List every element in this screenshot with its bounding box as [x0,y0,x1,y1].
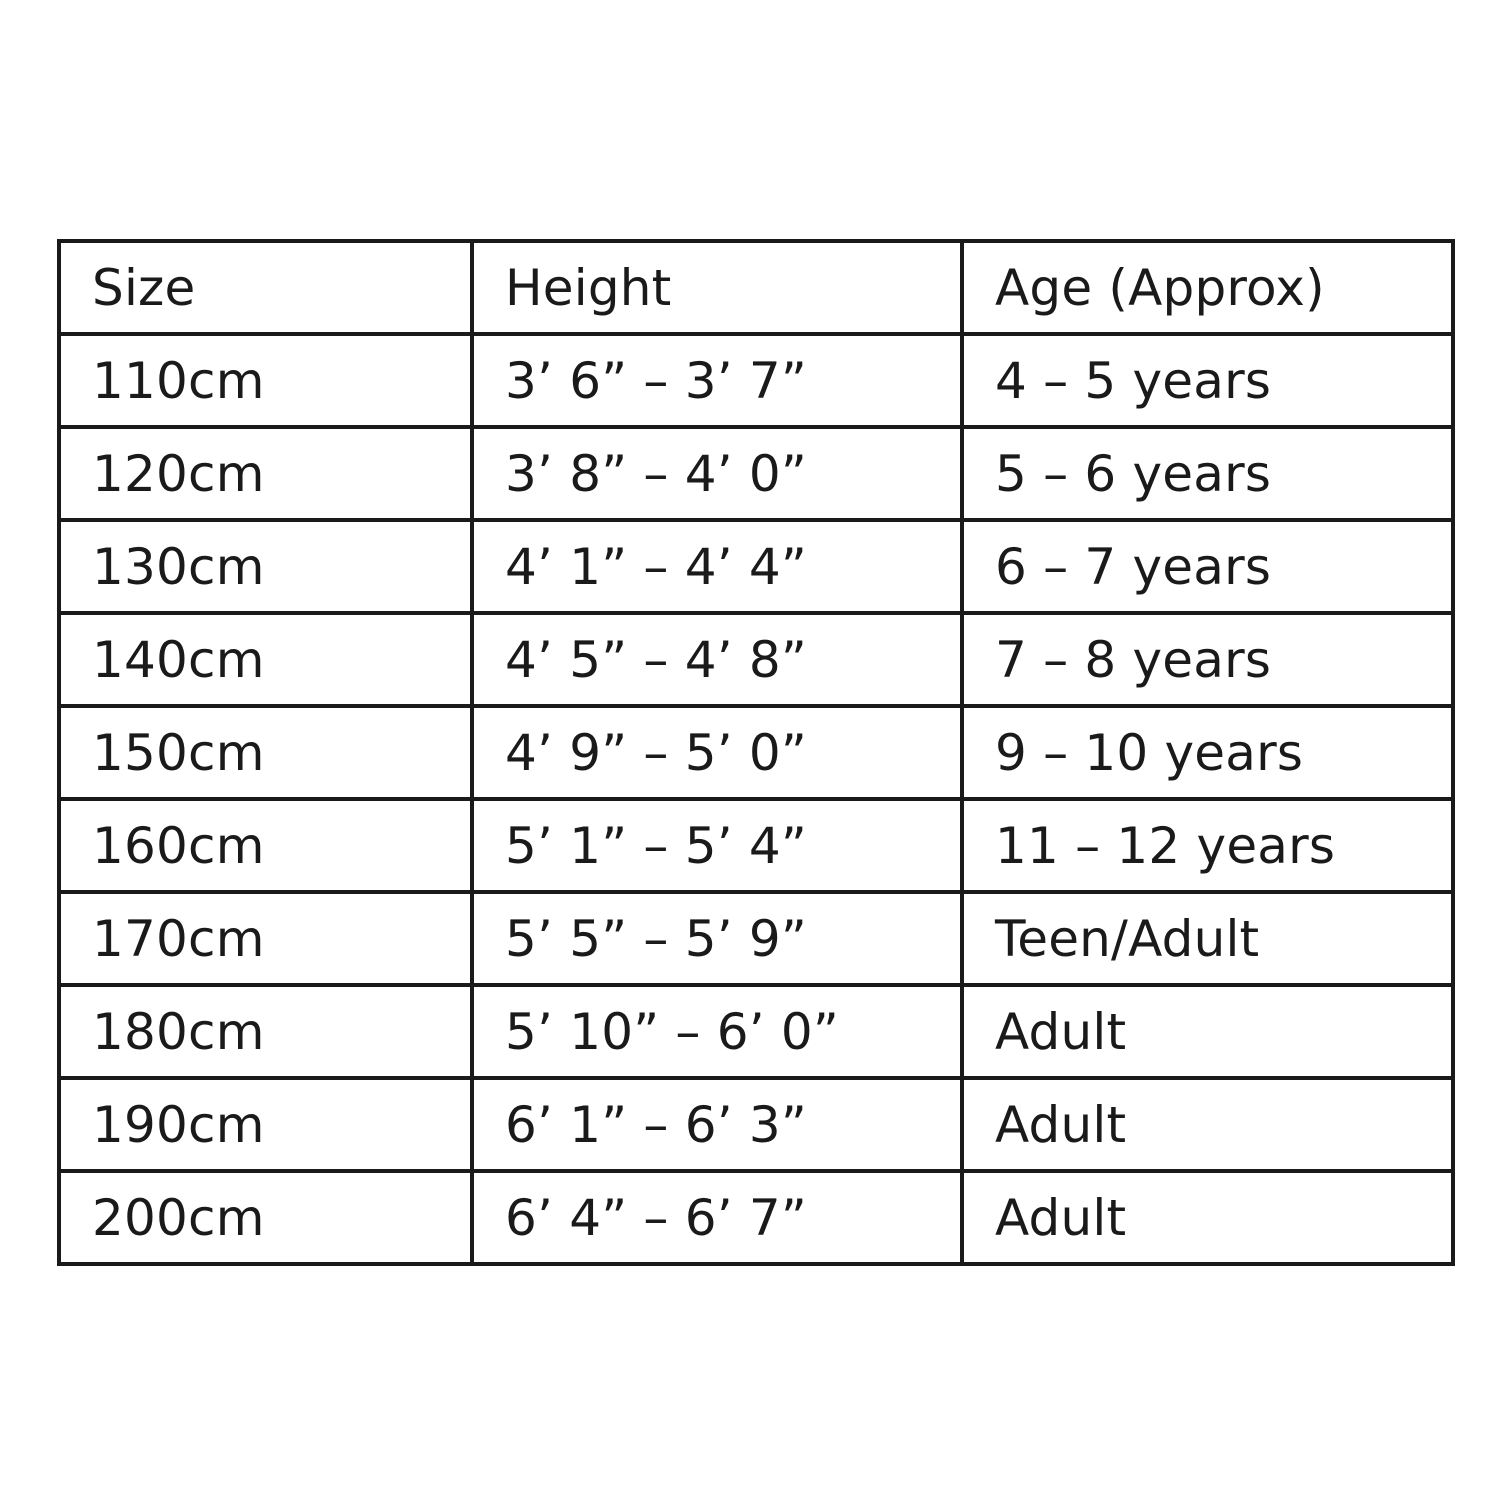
column-header-size: Size [59,241,472,334]
table-row [59,427,1453,520]
height-cell: 6’ 4” – 6’ 7” [472,1171,962,1264]
table-row [59,1078,1453,1171]
height-cell: 3’ 6” – 3’ 7” [472,334,962,427]
height-cell: 5’ 5” – 5’ 9” [472,892,962,985]
age-cell: 4 – 5 years [962,334,1453,427]
table-row [59,799,1453,892]
height-cell: 4’ 1” – 4’ 4” [472,520,962,613]
age-cell: Adult [962,1078,1453,1171]
age-cell: Adult [962,1171,1453,1264]
size-chart-table [57,239,1455,1266]
header-row [59,241,1453,334]
table-row [59,520,1453,613]
age-cell: 9 – 10 years [962,706,1453,799]
size-cell: 190cm [59,1078,472,1171]
size-cell: 130cm [59,520,472,613]
age-cell: 11 – 12 years [962,799,1453,892]
table-row [59,334,1453,427]
size-cell: 160cm [59,799,472,892]
size-cell: 200cm [59,1171,472,1264]
age-cell: 5 – 6 years [962,427,1453,520]
height-cell: 4’ 5” – 4’ 8” [472,613,962,706]
table-row [59,985,1453,1078]
height-cell: 4’ 9” – 5’ 0” [472,706,962,799]
age-cell: Teen/Adult [962,892,1453,985]
size-cell: 140cm [59,613,472,706]
height-cell: 5’ 1” – 5’ 4” [472,799,962,892]
height-cell: 3’ 8” – 4’ 0” [472,427,962,520]
age-cell: 6 – 7 years [962,520,1453,613]
height-cell: 5’ 10” – 6’ 0” [472,985,962,1078]
size-cell: 170cm [59,892,472,985]
column-header-age: Age (Approx) [962,241,1453,334]
height-cell: 6’ 1” – 6’ 3” [472,1078,962,1171]
table-row [59,706,1453,799]
table-row [59,613,1453,706]
table-row [59,892,1453,985]
size-cell: 180cm [59,985,472,1078]
age-cell: Adult [962,985,1453,1078]
size-cell: 120cm [59,427,472,520]
age-cell: 7 – 8 years [962,613,1453,706]
size-cell: 110cm [59,334,472,427]
table-row [59,1171,1453,1264]
size-cell: 150cm [59,706,472,799]
column-header-height: Height [472,241,962,334]
